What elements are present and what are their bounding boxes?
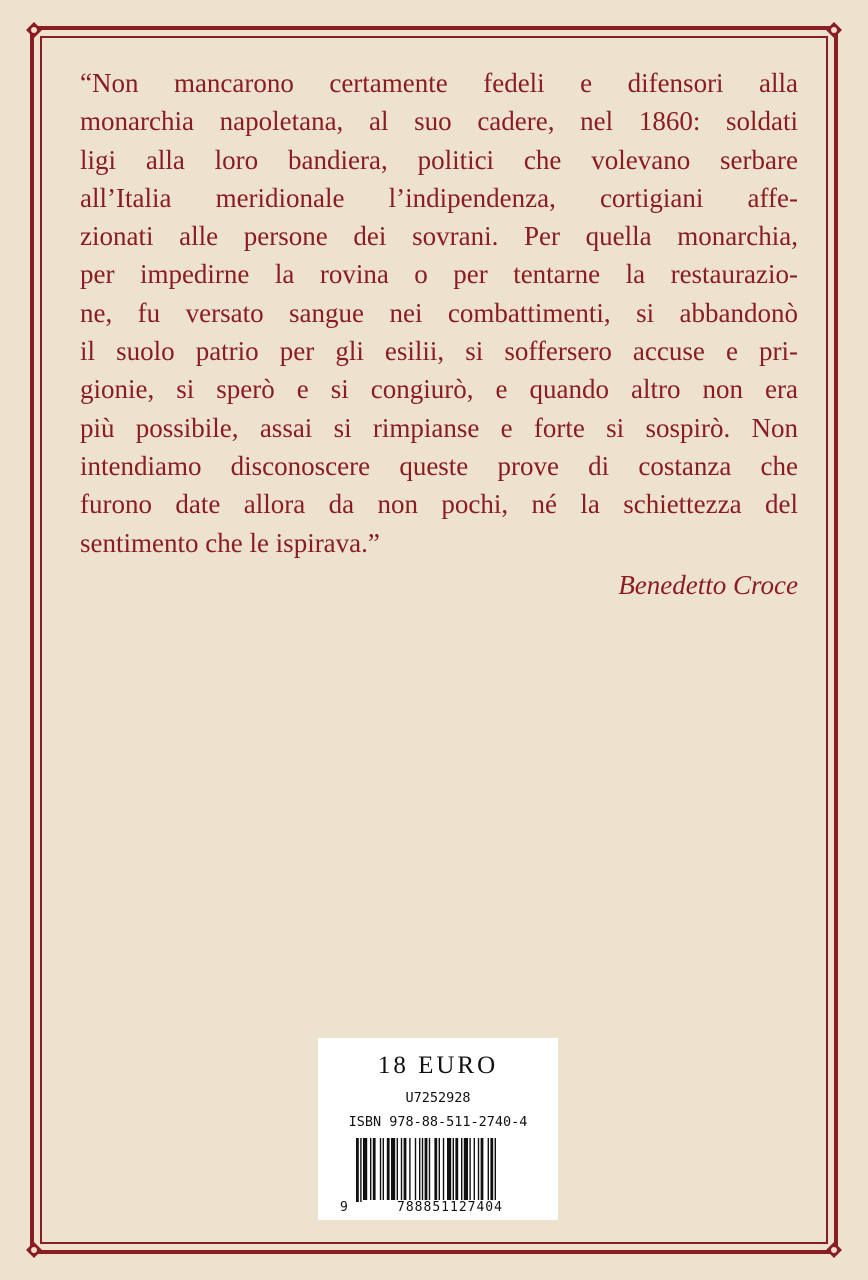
- barcode-bar: [401, 1138, 402, 1202]
- barcode-bar: [391, 1138, 395, 1202]
- barcode-bar: [464, 1138, 468, 1202]
- quote-line: furono date allora da non pochi, né la schiettezza del: [80, 489, 798, 520]
- barcode-bar: [397, 1138, 398, 1202]
- barcode-bar: [422, 1138, 423, 1202]
- barcode-bar: [469, 1138, 470, 1202]
- barcode-image: [356, 1138, 542, 1202]
- barcode-bar: [488, 1138, 489, 1202]
- ean-first-digit: 9: [340, 1200, 348, 1215]
- barcode-bar: [474, 1138, 475, 1202]
- quote-author: Benedetto Croce: [618, 570, 798, 600]
- barcode-bar: [453, 1138, 454, 1202]
- corner-ornament-icon: [824, 20, 844, 40]
- barcode-bar: [425, 1138, 428, 1202]
- quote-line: ligi alla loro bandiera, politici che volevano serbare: [80, 144, 798, 175]
- barcode-bar: [490, 1138, 493, 1202]
- barcode-bar: [429, 1138, 430, 1202]
- barcode-bar: [356, 1138, 359, 1202]
- quote-line: più possibile, assai si rimpianse e forte si sospirò. Non: [80, 412, 798, 443]
- barcode-bar: [455, 1138, 458, 1202]
- quote-line: all’Italia meridionale l’indipendenza, cortigiani affe-: [80, 182, 798, 213]
- barcode-bar: [360, 1138, 361, 1202]
- barcode-bar: [383, 1138, 384, 1202]
- barcode-bar: [443, 1138, 444, 1202]
- barcode-bar: [380, 1138, 381, 1202]
- quote-line: intendiamo disconoscere queste prove di costanza che: [80, 450, 798, 481]
- quote-line: per impedirne la rovina o per tentarne la restaurazio-: [80, 259, 798, 290]
- barcode-bar: [363, 1138, 367, 1202]
- corner-ornament-icon: [824, 1240, 844, 1260]
- barcode-bar: [373, 1138, 376, 1202]
- barcode-bar: [447, 1138, 451, 1202]
- quote-line: gionie, si sperò e si congiurò, e quando altro non era: [80, 374, 798, 405]
- quote-line: zionati alle persone dei sovrani. Per quella monarchia,: [80, 221, 798, 252]
- barcode-bar: [415, 1138, 416, 1202]
- barcode-bar: [461, 1138, 462, 1202]
- barcode-bar: [404, 1138, 407, 1202]
- ean-digits: 788851127404: [362, 1200, 538, 1215]
- barcode-bar: [478, 1138, 479, 1202]
- barcode-bar: [409, 1138, 410, 1202]
- quote-line: sentimento che le ispirava.”: [80, 527, 380, 558]
- corner-ornament-icon: [24, 1240, 44, 1260]
- quote-line: monarchia napoletana, al suo cadere, nel 1860: soldati: [80, 106, 798, 137]
- barcode-bar: [481, 1138, 484, 1202]
- barcode-bar: [387, 1138, 390, 1202]
- corner-ornament-icon: [24, 20, 44, 40]
- barcode-bar: [434, 1138, 437, 1202]
- quote-text: [80, 64, 798, 562]
- barcode-bar: [419, 1138, 420, 1202]
- quote-line: il suolo patrio per gli esilii, si soffersero accuse e pri-: [80, 336, 798, 367]
- price-label: 18 EURO: [377, 1052, 499, 1079]
- barcode-bar: [370, 1138, 371, 1202]
- price-barcode-sticker: [318, 1038, 558, 1220]
- quote-line: ne, fu versato sangue nei combattimenti, si abbandonò: [80, 297, 798, 328]
- quote-line: “Non mancarono certamente fedeli e difensori alla: [80, 68, 798, 98]
- product-code: U7252928: [405, 1090, 471, 1106]
- isbn-number: ISBN 978-88-511-2740-4: [348, 1114, 528, 1130]
- barcode-bar: [439, 1138, 440, 1202]
- barcode-bar: [495, 1138, 496, 1202]
